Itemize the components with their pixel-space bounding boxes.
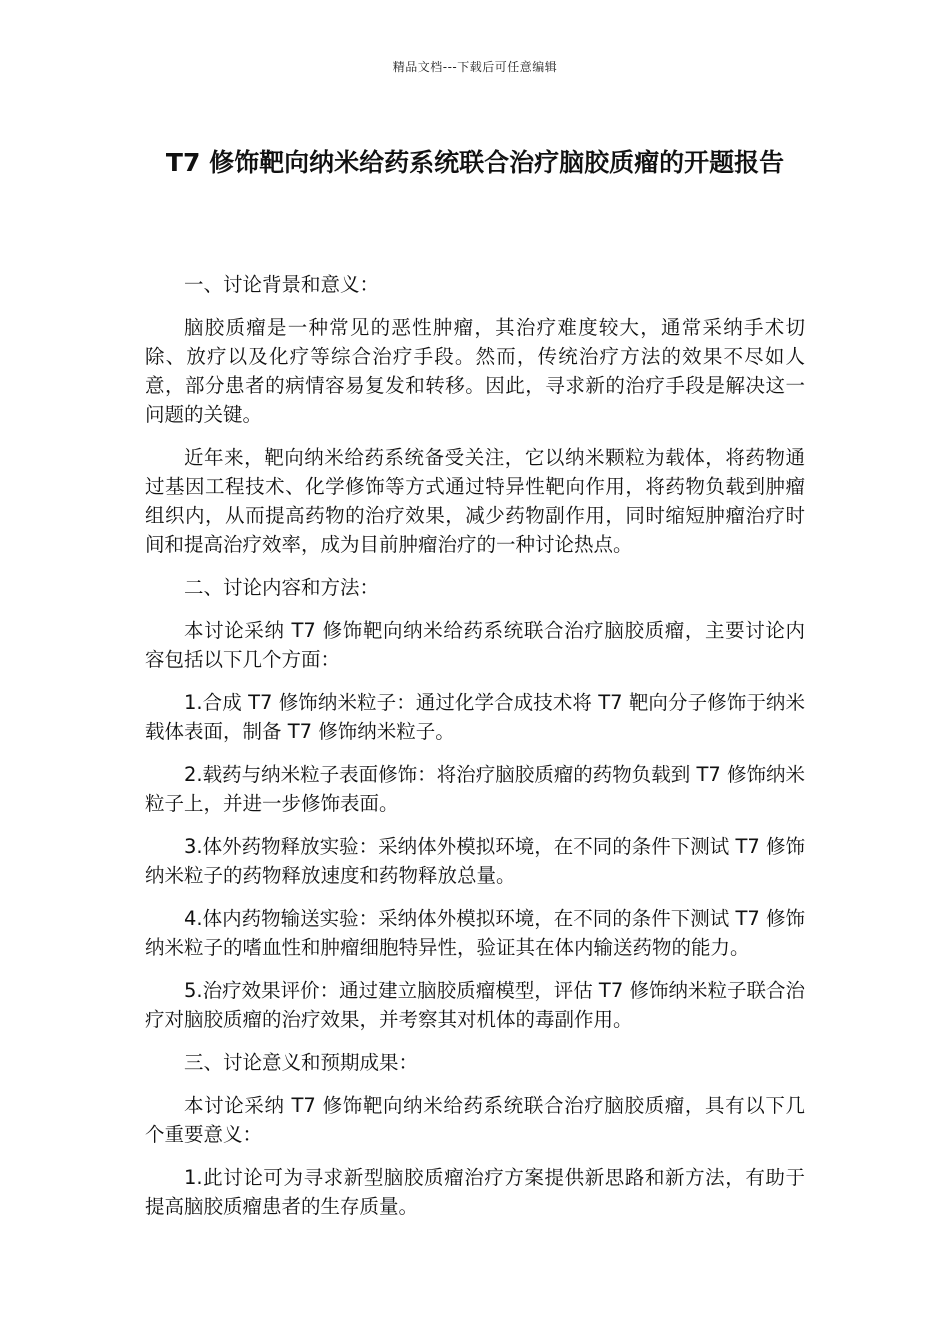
paragraph: 本讨论采纳 T7 修饰靶向纳米给药系统联合治疗脑胶质瘤，具有以下几个重要意义： xyxy=(145,1094,805,1146)
list-item: 5.治疗效果评价：通过建立脑胶质瘤模型，评估 T7 修饰纳米粒子联合治疗对脑胶质瘤的治疗效果，并考察其对机体的毒副作用。 xyxy=(145,979,805,1031)
document-body xyxy=(145,270,805,1235)
list-item: 4.体内药物输送实验：采纳体外模拟环境，在不同的条件下测试 T7 修饰纳米粒子的嗜血性和肿瘤细胞特异性，验证其在体内输送药物的能力。 xyxy=(145,907,805,959)
page-header: 精品文档---下载后可任意编辑 xyxy=(392,60,558,74)
paragraph: 本讨论采纳 T7 修饰靶向纳米给药系统联合治疗脑胶质瘤，主要讨论内容包括以下几个方面： xyxy=(145,619,805,671)
section-significance xyxy=(145,1048,805,1221)
section-heading: 一、讨论背景和意义： xyxy=(184,273,380,296)
list-item: 1.合成 T7 修饰纳米粒子：通过化学合成技术将 T7 靶向分子修饰于纳米载体表面，制备 T7 修饰纳米粒子。 xyxy=(145,691,805,743)
list-item: 1.此讨论可为寻求新型脑胶质瘤治疗方案提供新思路和新方法，有助于提高脑胶质瘤患者的生存质量。 xyxy=(145,1166,805,1218)
section-methods xyxy=(145,573,805,1034)
section-background xyxy=(145,270,805,559)
paragraph: 脑胶质瘤是一种常见的恶性肿瘤，其治疗难度较大，通常采纳手术切除、放疗以及化疗等综合治疗手段。然而，传统治疗方法的效果不尽如人意，部分患者的病情容易复发和转移。因此，寻求新的治疗手段是解决这一问题的关键。 xyxy=(145,316,805,426)
section-heading: 三、讨论意义和预期成果： xyxy=(184,1051,419,1074)
list-item: 2.载药与纳米粒子表面修饰：将治疗脑胶质瘤的药物负载到 T7 修饰纳米粒子上，并进一步修饰表面。 xyxy=(145,763,805,815)
document-title: T7 修饰靶向纳米给药系统联合治疗脑胶质瘤的开题报告 xyxy=(165,148,785,177)
section-heading: 二、讨论内容和方法： xyxy=(184,576,380,599)
paragraph: 近年来，靶向纳米给药系统备受关注，它以纳米颗粒为载体，将药物通过基因工程技术、化学修饰等方式通过特异性靶向作用，将药物负载到肿瘤组织内，从而提高药物的治疗效果，减少药物副作用，同时缩短肿瘤治疗时间和提高治疗效率，成为目前肿瘤治疗的一种讨论热点。 xyxy=(145,446,805,556)
list-item: 3.体外药物释放实验：采纳体外模拟环境，在不同的条件下测试 T7 修饰纳米粒子的药物释放速度和药物释放总量。 xyxy=(145,835,805,887)
